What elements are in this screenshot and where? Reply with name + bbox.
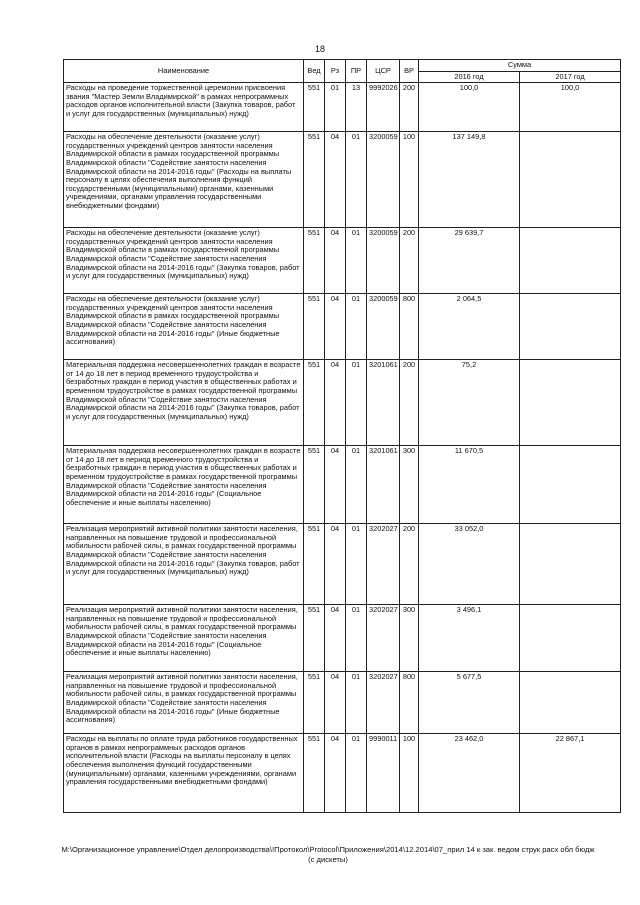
table-row [64,605,621,672]
table-row [64,294,621,360]
page-number: 18 [314,44,325,54]
cell-rz: 04 [325,132,346,228]
table-row [64,446,621,524]
cell-vr: 200 [400,524,419,605]
cell-rz: 04 [325,524,346,605]
file-path-footer: M:\Организационное управление\Отдел делопроизводства\!Протокол\Protocol\Приложения\2014\12.2014\07_прил 14 к зак. ведом струк расх обл бюдж (с дискеты) [61,845,595,864]
cell-y2017: 22 867,1 [520,734,621,813]
cell-rz: 01 [325,83,346,132]
cell-ved: 551 [304,734,325,813]
cell-y2017 [520,360,621,446]
table-row [64,734,621,813]
budget-table [63,59,621,813]
cell-y2017 [520,672,621,734]
table-row [64,360,621,446]
col-rz-header: Рз [325,60,346,83]
cell-ved: 551 [304,605,325,672]
cell-ved: 551 [304,672,325,734]
cell-vr: 200 [400,83,419,132]
cell-rz: 04 [325,672,346,734]
cell-csr: 3200059 [367,228,400,294]
cell-csr: 3202027 [367,524,400,605]
col-vr-header: ВР [400,60,419,83]
cell-pr: 01 [346,672,367,734]
cell-pr: 01 [346,605,367,672]
cell-name: Расходы на обеспечение деятельности (оказание услуг) государственных учреждений центров занятости населения Владимирской области в рамках государственной программы Владимирской области "Содействие занятости населения Владимирской области на 2014-2016 годы" (Расходы на выплаты персоналу в целях обеспечения выполнения функций государственными (муниципальными) органами, казенными учреждениями, органами управления государственными внебюджетными фондами) [64,132,304,228]
cell-y2017: 100,0 [520,83,621,132]
cell-pr: 13 [346,83,367,132]
cell-name: Реализация мероприятий активной политики занятости населения, направленных на повышение трудовой и профессиональной мобильности рабочей силы, в рамках государственной программы Владимирской области "Содействие занятости населения Владимирской области на 2014-2016 годы" (Социальное обеспечение и иные выплаты населению) [64,605,304,672]
cell-csr: 3201061 [367,360,400,446]
col-name-header: Наименование [64,60,304,83]
cell-ved: 551 [304,228,325,294]
table-row [64,524,621,605]
cell-y2017 [520,228,621,294]
cell-ved: 551 [304,446,325,524]
cell-pr: 01 [346,132,367,228]
cell-y2017 [520,446,621,524]
cell-y2016: 137 149,8 [419,132,520,228]
cell-name: Материальная поддержка несовершеннолетних граждан в возрасте от 14 до 18 лет в период временного трудоустройства и безработных граждан в период участия в общественных работах и временном трудоустройстве в рамках государственной программы Владимирской области "Содействие занятости населения Владимирской области на 2014-2016 годы" (Социальное обеспечение и иные выплаты населению) [64,446,304,524]
cell-vr: 300 [400,446,419,524]
cell-name: Реализация мероприятий активной политики занятости населения, направленных на повышение трудовой и профессиональной мобильности рабочей силы, в рамках государственной программы Владимирской области "Содействие занятости населения Владимирской области на 2014-2016 годы" (Закупка товаров, работ и услуг для государственных (муниципальных) нужд) [64,524,304,605]
cell-vr: 800 [400,294,419,360]
col-2016-header: 2016 год [419,71,520,83]
cell-y2016: 5 677,5 [419,672,520,734]
cell-pr: 01 [346,360,367,446]
cell-ved: 551 [304,524,325,605]
col-pr-header: ПР [346,60,367,83]
cell-name: Материальная поддержка несовершеннолетних граждан в возрасте от 14 до 18 лет в период временного трудоустройства и безработных граждан в период участия в общественных работах и временном трудоустройстве в рамках государственной программы Владимирской области "Содействие занятости населения Владимирской области на 2014-2016 годы" (Закупка товаров, работ и услуг для государственных (муниципальных) нужд) [64,360,304,446]
cell-y2016: 75,2 [419,360,520,446]
table-row [64,83,621,132]
cell-pr: 01 [346,228,367,294]
cell-csr: 3200059 [367,294,400,360]
cell-rz: 04 [325,228,346,294]
cell-vr: 100 [400,734,419,813]
cell-ved: 551 [304,360,325,446]
col-ved-header: Вед [304,60,325,83]
cell-y2017 [520,524,621,605]
cell-y2017 [520,294,621,360]
cell-name: Расходы на обеспечение деятельности (оказание услуг) государственных учреждений центров занятости населения Владимирской области в рамках государственной программы Владимирской области "Содействие занятости населения Владимирской области на 2014-2016 годы" (Иные бюджетные ассигнования) [64,294,304,360]
cell-y2016: 29 639,7 [419,228,520,294]
cell-y2017 [520,605,621,672]
cell-y2017 [520,132,621,228]
cell-vr: 800 [400,672,419,734]
cell-csr: 3202027 [367,672,400,734]
cell-rz: 04 [325,294,346,360]
cell-ved: 551 [304,83,325,132]
cell-vr: 300 [400,605,419,672]
cell-pr: 01 [346,524,367,605]
cell-vr: 200 [400,228,419,294]
cell-pr: 01 [346,734,367,813]
cell-csr: 3200059 [367,132,400,228]
col-sum-header: Сумма [419,60,621,72]
cell-csr: 9992026 [367,83,400,132]
cell-y2016: 100,0 [419,83,520,132]
cell-name: Реализация мероприятий активной политики занятости населения, направленных на повышение трудовой и профессиональной мобильности рабочей силы, в рамках государственной программы Владимирской области "Содействие занятости населения Владимирской области на 2014-2016 годы" (Иные бюджетные ассигнования) [64,672,304,734]
cell-y2016: 3 496,1 [419,605,520,672]
cell-rz: 04 [325,446,346,524]
cell-y2016: 11 670,5 [419,446,520,524]
cell-pr: 01 [346,294,367,360]
cell-y2016: 2 064,5 [419,294,520,360]
cell-ved: 551 [304,294,325,360]
cell-name: Расходы на обеспечение деятельности (оказание услуг) государственных учреждений центров занятости населения Владимирской области в рамках государственной программы Владимирской области "Содействие занятости населения Владимирской области на 2014-2016 годы" (Закупка товаров, работ и услуг для государственных (муниципальных) нужд) [64,228,304,294]
cell-csr: 3201061 [367,446,400,524]
cell-name: Расходы на выплаты по оплате труда работников государственных органов в рамках непрограммных расходов органов исполнительной власти (Расходы на выплаты персоналу в целях обеспечения выполнения функций государственными (муниципальными) органами, казенными учреждениями, органами управления государственными внебюджетными фондами) [64,734,304,813]
cell-vr: 100 [400,132,419,228]
table-row [64,228,621,294]
col-2017-header: 2017 год [520,71,621,83]
header-row-1 [64,60,621,72]
cell-ved: 551 [304,132,325,228]
cell-name: Расходы на проведение торжественной церемонии присвоения звания "Мастер Земли Владимирской" в рамках непрограммных расходов органов исполнительной власти (Закупка товаров, работ и услуг для государственных (муниципальных) нужд) [64,83,304,132]
cell-y2016: 33 052,0 [419,524,520,605]
table-row [64,132,621,228]
col-csr-header: ЦСР [367,60,400,83]
cell-pr: 01 [346,446,367,524]
cell-rz: 04 [325,605,346,672]
cell-csr: 3202027 [367,605,400,672]
cell-rz: 04 [325,734,346,813]
table-row [64,672,621,734]
cell-rz: 04 [325,360,346,446]
cell-y2016: 23 462,0 [419,734,520,813]
cell-vr: 200 [400,360,419,446]
cell-csr: 9990011 [367,734,400,813]
